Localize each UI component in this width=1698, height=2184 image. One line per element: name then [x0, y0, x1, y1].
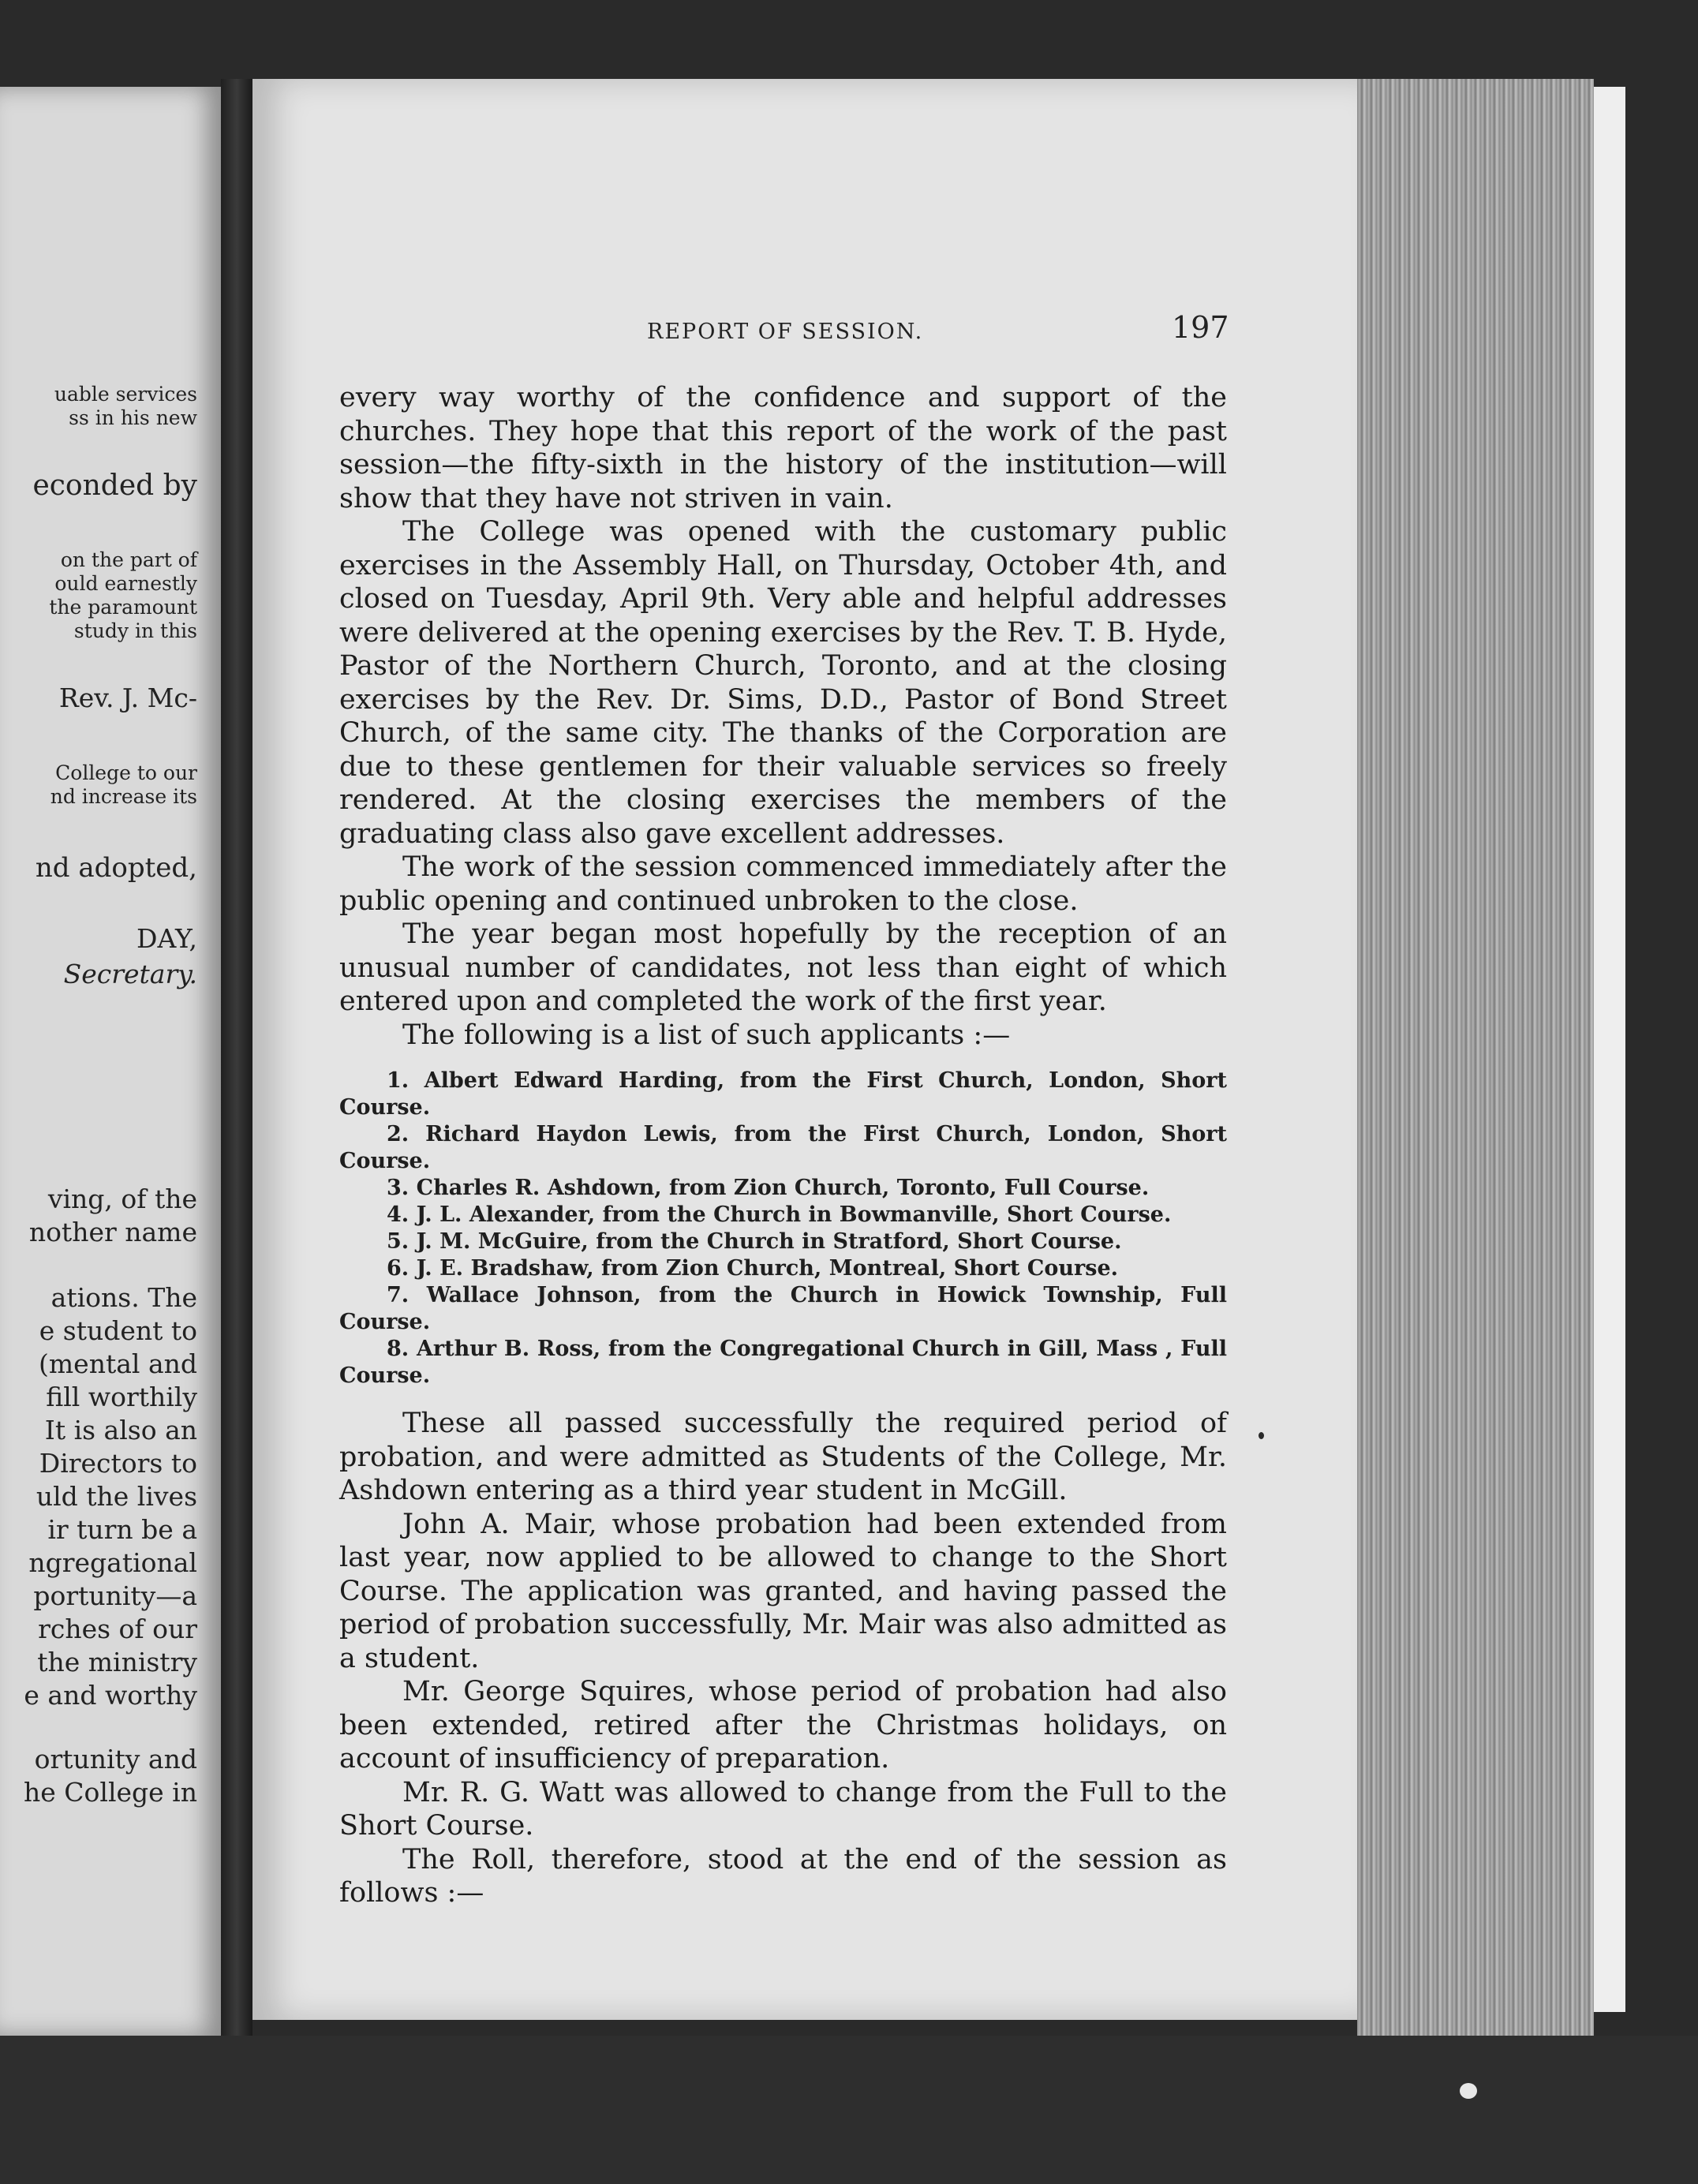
- speck: [1645, 1491, 1648, 1507]
- left-page-fragment: uld the lives: [36, 1481, 197, 1512]
- left-page-fragment: DAY,: [137, 923, 197, 954]
- speck: [1259, 1432, 1264, 1439]
- page-number: 197: [1172, 310, 1229, 345]
- paragraph: The Roll, therefore, stood at the end of the session as follows :—: [339, 1843, 1227, 1909]
- list-item: 7. Wallace Johnson, from the Church in Howick Township, Full Course.: [339, 1283, 1227, 1334]
- left-page: [0, 87, 221, 2036]
- left-page-fragment: College to our: [55, 761, 197, 784]
- left-page-fragment: e student to: [39, 1315, 197, 1346]
- left-page-fragment: econded by: [32, 469, 197, 502]
- left-page-fragment: It is also an: [44, 1415, 197, 1445]
- paragraph: The year began most hopefully by the reception of an unusual number of candidates, not less than eight of which entered upon and completed the work of the first year.: [339, 918, 1227, 1017]
- page-margin-right: [1594, 87, 1625, 2012]
- paragraph: Mr. R. G. Watt was allowed to change from the Full to the Short Course.: [339, 1776, 1227, 1842]
- left-page-fragment: ss in his new: [69, 406, 197, 429]
- paragraph: John A. Mair, whose probation had been extended from last year, now applied to be allowed to change to the Short Course. The application was granted, and having passed the period of probation successfully, Mr. Mair was also admitted as a student.: [339, 1508, 1227, 1674]
- left-page-fragment: study in this: [73, 619, 197, 642]
- left-page-fragment: Directors to: [39, 1448, 197, 1479]
- left-page-fragment: ations. The: [50, 1282, 197, 1313]
- left-page-fragment: ving, of the: [47, 1184, 197, 1214]
- list-item: 8. Arthur B. Ross, from the Congregational Church in Gill, Mass , Full Course.: [339, 1337, 1227, 1388]
- list-item: 2. Richard Haydon Lewis, from the First Church, London, Short Course.: [339, 1122, 1227, 1173]
- paragraph: The College was opened with the customary public exercises in the Assembly Hall, on Thursday, October 4th, and closed on Tuesday, April 9th. Very able and helpful addresses were delivered at the opening exercises by the Rev. T. B. Hyde, Pastor of the Northern Church, Toronto, and at the closing exercises by the Rev. Dr. Sims, D.D., Pastor of Bond Street Church, of the same city. The thanks of the Corporation are due to these gentlemen for their valuable services so freely rendered. At the closing exercises the members of the graduating class also gave excellent addresses.: [339, 516, 1227, 850]
- speck: [1460, 2083, 1477, 2099]
- body-text: [339, 381, 1227, 1910]
- left-page-fragment: on the part of: [60, 548, 197, 571]
- left-page-fragment: rches of our: [38, 1614, 197, 1644]
- left-page-fragment: fill worthily: [46, 1382, 197, 1412]
- left-page-fragment: ngregational: [28, 1547, 197, 1578]
- left-page-fragment: the ministry: [37, 1647, 197, 1677]
- left-page-fragment: portunity—a: [33, 1580, 197, 1611]
- paragraph: Mr. George Squires, whose period of probation had also been extended, retired after the Christmas holidays, on account of insufficiency of preparation.: [339, 1676, 1227, 1774]
- left-page-fragment: e and worthy: [24, 1680, 197, 1711]
- list-item: 5. J. M. McGuire, from the Church in Stratford, Short Course.: [387, 1229, 1122, 1254]
- paragraph: The work of the session commenced immediately after the public opening and continued unbroken to the close.: [339, 851, 1227, 917]
- left-page-fragment: Rev. J. Mc-: [58, 682, 197, 713]
- paragraph: every way worthy of the confidence and support of the churches. They hope that this report of the work of the past session—the fifty-sixth in the history of the institution—will show that they have not striven in vain.: [339, 382, 1227, 514]
- left-page-fragment: ortunity and: [34, 1744, 197, 1774]
- left-page-fragment: nd increase its: [50, 785, 197, 808]
- left-page-fragment: ould earnestly: [54, 572, 197, 595]
- paragraph: The following is a list of such applicants :—: [402, 1019, 1011, 1051]
- page-edges: [1357, 79, 1594, 2036]
- left-page-fragment: (mental and: [39, 1348, 197, 1379]
- left-page-fragment: the paramount: [49, 596, 197, 619]
- list-item: 6. J. E. Bradshaw, from Zion Church, Montreal, Short Course.: [387, 1256, 1119, 1281]
- list-item: 3. Charles R. Ashdown, from Zion Church, Toronto, Full Course.: [387, 1176, 1150, 1200]
- applicant-list: [339, 1068, 1227, 1389]
- scan-background: [0, 2036, 1698, 2184]
- list-item: 1. Albert Edward Harding, from the First Church, London, Short Course.: [339, 1068, 1227, 1120]
- left-page-fragment: ir turn be a: [47, 1514, 197, 1545]
- paragraph: These all passed successfully the required period of probation, and were admitted as Students of the College, Mr. Ashdown entering as a third year student in McGill.: [339, 1408, 1227, 1506]
- book-gutter: [221, 79, 252, 2051]
- left-page-fragment: nother name: [28, 1217, 197, 1247]
- left-page-fragment: uable services: [54, 383, 197, 406]
- running-head: REPORT OF SESSION.: [647, 320, 924, 344]
- left-page-fragment: he College in: [24, 1777, 197, 1808]
- left-page-fragment: nd adopted,: [35, 852, 197, 884]
- list-item: 4. J. L. Alexander, from the Church in Bowmanville, Short Course.: [387, 1202, 1172, 1227]
- left-page-fragment: Secretary.: [63, 959, 197, 989]
